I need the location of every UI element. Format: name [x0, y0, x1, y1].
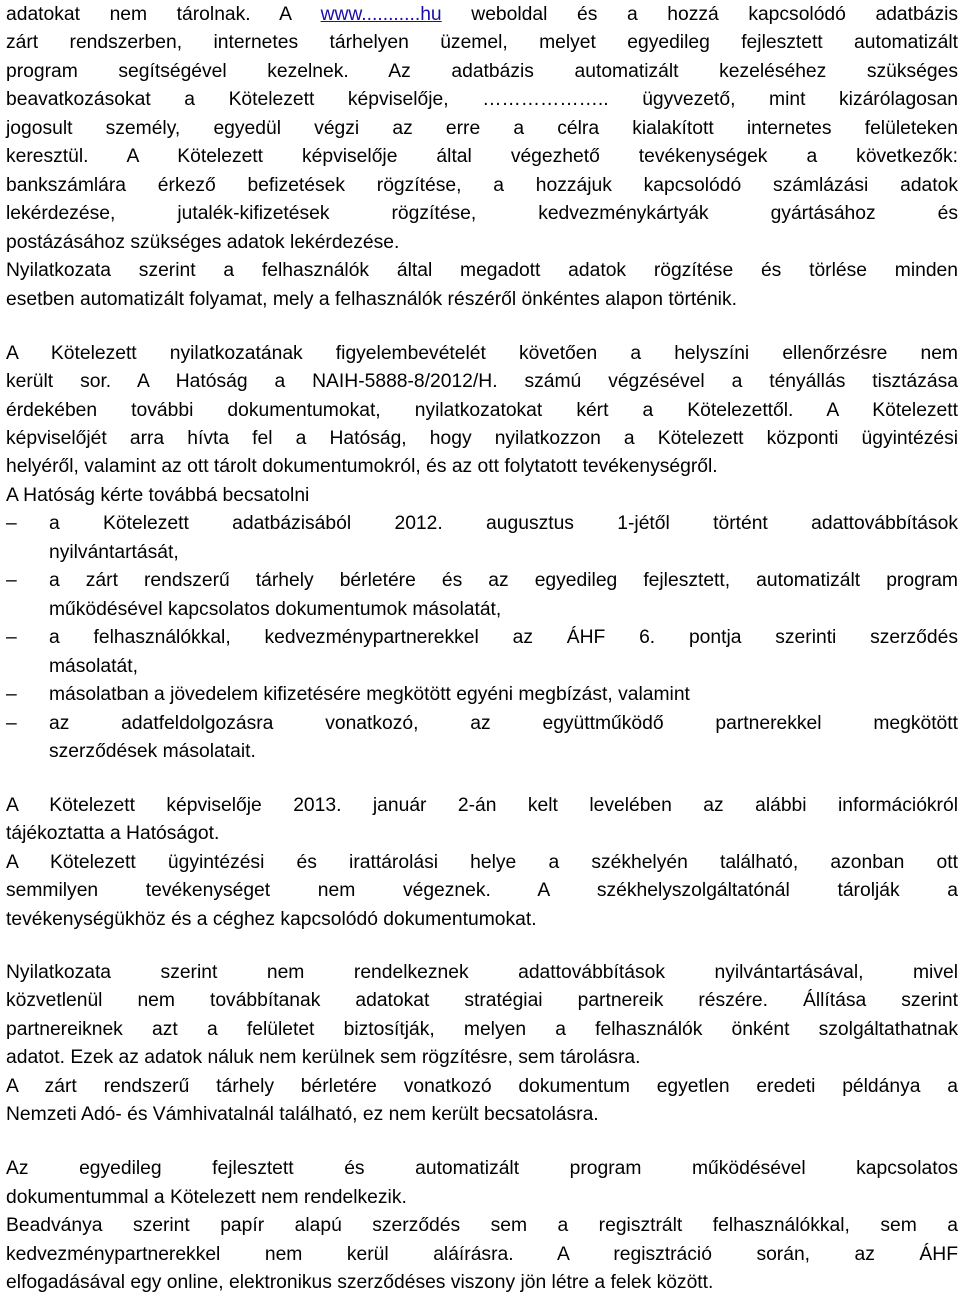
website-link[interactable]: www...........hu [320, 4, 442, 25]
text-line: zárt rendszerben, internetes tárhelyen üzemel, melyet egyedileg fejlesztett automatizált [6, 32, 958, 54]
list-dash: – [6, 627, 17, 649]
text-line: közvetlenül nem továbbítanak adatokat stratégiai partnereik részére. Állítása szerint [6, 990, 958, 1012]
text-line: A Hatóság kérte továbbá becsatolni [6, 484, 310, 506]
text-line: Nyilatkozata szerint nem rendelkeznek adattovábbítások nyilvántartásával, mivel [6, 961, 958, 983]
text-line: elfogadásával egy online, elektronikus szerződéses viszony jön létre a felek között. [6, 1272, 714, 1293]
text-line: bankszámlára érkező befizetések rögzítése, a hozzájuk kapcsolódó számlázási adatok [6, 174, 958, 196]
text-line: dokumentummal a Kötelezett nem rendelkezik. [6, 1186, 407, 1208]
text-line: Nemzeti Adó- és Vámhivatalnál található, ez nem került becsatolásra. [6, 1104, 599, 1126]
list-item: másolatban a jövedelem kifizetésére megkötött egyéni megbízást, valamint [49, 684, 690, 706]
list-dash: – [6, 570, 17, 592]
list-item-continuation: másolatát, [49, 655, 138, 677]
text-fragment: weboldal és a hozzá kapcsolódó adatbázis [441, 4, 959, 25]
list-item: az adatfeldolgozásra vonatkozó, az együttműködő partnerekkel megkötött [49, 712, 958, 734]
text-line: érdekében további dokumentumokat, nyilatkozatokat kért a Kötelezettől. A Kötelezett [6, 399, 958, 421]
text-line: adatot. Ezek az adatok náluk nem kerülnek sem rögzítésre, sem tárolásra. [6, 1047, 641, 1069]
list-item: a Kötelezett adatbázisából 2012. augusztus 1-jétől történt adattovábbítások [49, 513, 958, 535]
text-line: Nyilatkozata szerint a felhasználók által megadott adatok rögzítése és törlése minden [6, 260, 958, 282]
text-line [6, 0, 958, 29]
text-line: Beadványa szerint papír alapú szerződés sem a regisztrált felhasználókkal, sem a [6, 1215, 958, 1237]
text-line: keresztül. A Kötelezett képviselője által végezhető tevékenységek a következők: [6, 146, 958, 168]
text-line: A Kötelezett ügyintézési és irattárolási helye a székhelyén található, azonban ott [6, 851, 958, 873]
list-item: a felhasználókkal, kedvezménypartnerekkel az ÁHF 6. pontja szerinti szerződés [49, 627, 958, 649]
list-dash: – [6, 712, 17, 734]
text-line: A Kötelezett nyilatkozatának figyelembevételét követően a helyszíni ellenőrzésre nem [6, 342, 958, 364]
text-line: Az egyedileg fejlesztett és automatizált program működésével kapcsolatos [6, 1158, 958, 1180]
text-line: A zárt rendszerű tárhely bérletére vonatkozó dokumentum egyetlen eredeti példánya a [6, 1075, 958, 1097]
list-item-continuation: szerződések másolatait. [49, 741, 256, 763]
text-line: A Kötelezett képviselője 2013. január 2-án kelt levelében az alábbi információkról [6, 795, 958, 817]
text-line: beavatkozásokat a Kötelezett képviselője, ……………….. ügyvezető, mint kizárólagosan [6, 89, 958, 111]
text-line: helyéről, valamint az ott tárolt dokumentumokról, és az ott folytatott tevékenységről. [6, 456, 718, 478]
text-line: program segítségével kezelnek. Az adatbázis automatizált kezeléséhez szükséges [6, 60, 958, 82]
text-line: képviselőjét arra hívta fel a Hatóság, hogy nyilatkozzon a Kötelezett központi ügyintézési [6, 427, 958, 449]
text-line: tájékoztatta a Hatóságot. [6, 823, 220, 845]
text-line: esetben automatizált folyamat, mely a felhasználók részéről önkéntes alapon történik. [6, 288, 737, 310]
list-item-continuation: működésével kapcsolatos dokumentumok másolatát, [49, 598, 502, 620]
text-line: partnereiknek azt a felületet biztosítják, melyen a felhasználók önként szolgáltathatnak [6, 1018, 958, 1040]
text-line: jogosult személy, egyedül végzi az erre a célra kialakított internetes felületeken [6, 117, 958, 139]
list-item-continuation: nyilvántartását, [49, 541, 179, 563]
text-line: került sor. A Hatóság a NAIH-5888-8/2012/H. számú végzésével a tényállás tisztázása [6, 371, 958, 393]
text-line: postázásához szükséges adatok lekérdezése. [6, 231, 400, 253]
list-dash: – [6, 513, 17, 535]
text-fragment: adatokat nem tárolnak. A [6, 4, 321, 25]
text-line: tevékenységükhöz és a céghez kapcsolódó dokumentumokat. [6, 908, 537, 930]
list-dash: – [6, 684, 17, 706]
list-item: a zárt rendszerű tárhely bérletére és az egyedileg fejlesztett, automatizált program [49, 570, 958, 592]
text-line: semmilyen tevékenységet nem végeznek. A székhelyszolgáltatónál tárolják a [6, 880, 958, 902]
text-line: lekérdezése, jutalék-kifizetések rögzítése, kedvezménykártyák gyártásához és [6, 203, 958, 225]
text-line: kedvezménypartnerekkel nem kerül aláírásra. A regisztráció során, az ÁHF [6, 1243, 958, 1265]
